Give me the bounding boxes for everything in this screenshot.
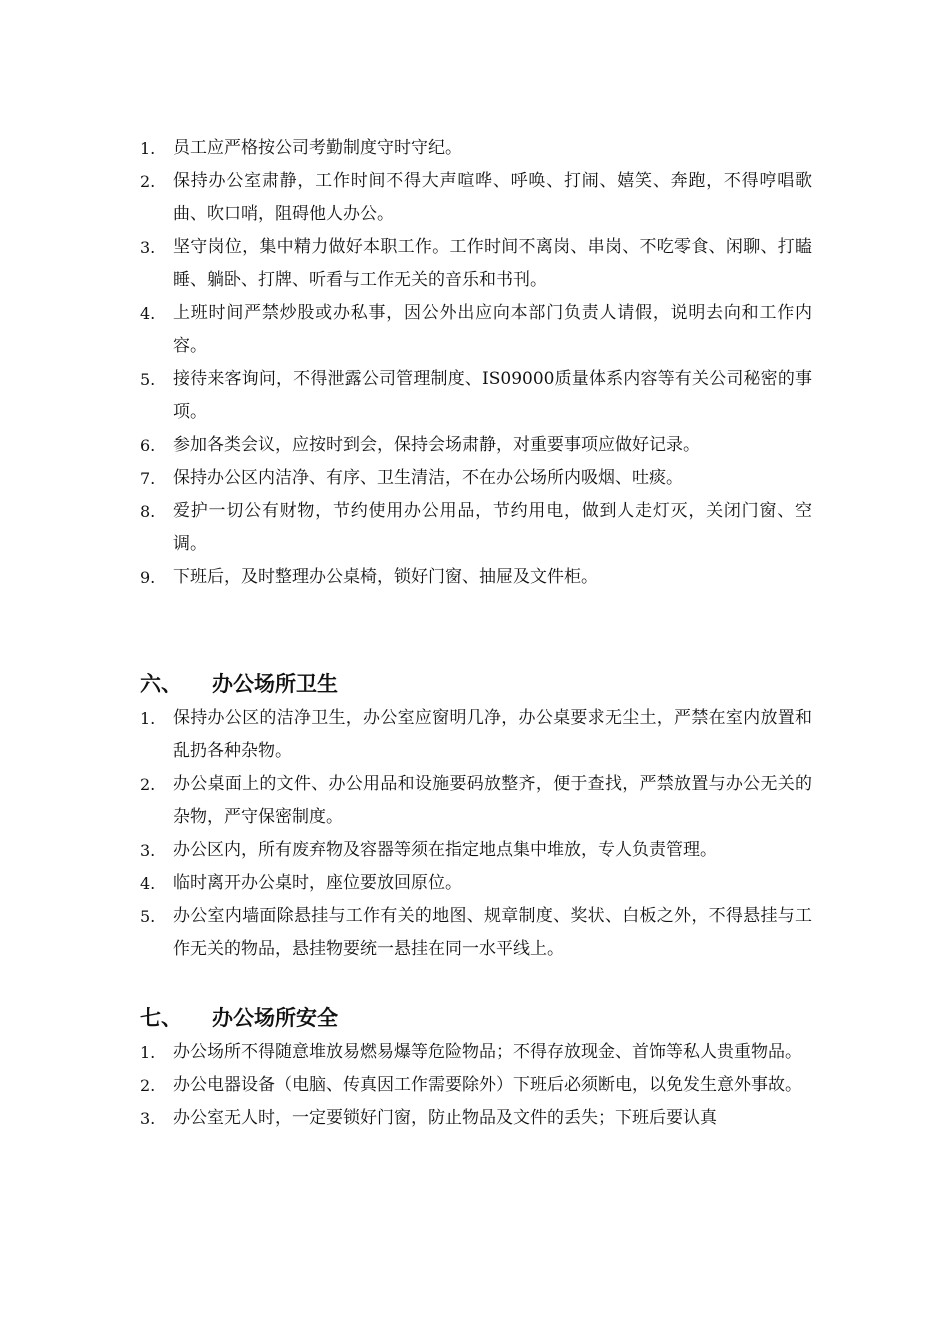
item-number: 1. [140, 1043, 156, 1062]
list-item [140, 462, 812, 495]
item-text: 办公区内，所有废弃物及容器等须在指定地点集中堆放，专人负责管理。 [173, 840, 717, 860]
item-text: 办公桌面上的文件、办公用品和设施要码放整齐，便于查找，严禁放置与办公无关的杂物，严守保密制度。 [173, 774, 812, 827]
list-item [140, 132, 812, 165]
list-item [140, 867, 812, 900]
list-item [140, 561, 812, 594]
list-item [140, 231, 812, 297]
item-number: 2. [140, 775, 156, 794]
item-text: 办公室无人时，一定要锁好门窗，防止物品及文件的丢失；下班后要认真 [173, 1108, 717, 1128]
item-number: 1. [140, 139, 156, 158]
item-number: 8. [140, 502, 156, 521]
list-item [140, 165, 812, 231]
item-text: 办公室内墙面除悬挂与工作有关的地图、规章制度、奖状、白板之外，不得悬挂与工作无关的物品，悬挂物要统一悬挂在同一水平线上。 [173, 906, 812, 959]
list-item [140, 363, 812, 429]
item-number: 3. [140, 841, 156, 860]
list-item [140, 1069, 812, 1102]
item-text: 临时离开办公桌时，座位要放回原位。 [173, 873, 462, 893]
section-number: 七、 [140, 1006, 182, 1030]
item-text: 办公场所不得随意堆放易燃易爆等危险物品；不得存放现金、首饰等私人贵重物品。 [173, 1042, 802, 1062]
list-item [140, 429, 812, 462]
item-text: 员工应严格按公司考勤制度守时守纪。 [173, 138, 462, 158]
section-title: 办公场所安全 [212, 1006, 338, 1030]
item-number: 9. [140, 568, 156, 587]
item-number: 5. [140, 370, 156, 389]
item-number: 6. [140, 436, 156, 455]
item-text: 接待来客询问，不得泄露公司管理制度、IS09000质量体系内容等有关公司秘密的事项。 [173, 369, 812, 422]
list-item [140, 495, 812, 561]
item-text: 上班时间严禁炒股或办私事，因公外出应向本部门负责人请假，说明去向和工作内容。 [173, 303, 812, 356]
item-text: 保持办公区的洁净卫生，办公室应窗明几净，办公桌要求无尘土，严禁在室内放置和乱扔各种杂物。 [173, 708, 812, 761]
office-hygiene-list [140, 702, 812, 966]
office-discipline-list [140, 132, 812, 594]
list-item [140, 768, 812, 834]
list-item [140, 900, 812, 966]
item-text: 爱护一切公有财物，节约使用办公用品，节约用电，做到人走灯灭，关闭门窗、空调。 [173, 501, 812, 554]
list-item [140, 1102, 812, 1135]
item-number: 4. [140, 304, 156, 323]
item-number: 3. [140, 1109, 156, 1128]
item-text: 坚守岗位，集中精力做好本职工作。工作时间不离岗、串岗、不吃零食、闲聊、打瞌睡、躺卧、打牌、听看与工作无关的音乐和书刊。 [173, 237, 812, 290]
list-item [140, 1036, 812, 1069]
section-heading-safety [140, 1000, 338, 1036]
list-item [140, 702, 812, 768]
section-title: 办公场所卫生 [212, 672, 338, 696]
item-text: 保持办公区内洁净、有序、卫生清洁，不在办公场所内吸烟、吐痰。 [173, 468, 683, 488]
item-text: 保持办公室肃静，工作时间不得大声喧哗、呼唤、打闹、嬉笑、奔跑，不得哼唱歌曲、吹口哨，阻碍他人办公。 [173, 171, 812, 224]
item-text: 参加各类会议，应按时到会，保持会场肃静，对重要事项应做好记录。 [173, 435, 700, 455]
item-number: 3. [140, 238, 156, 257]
list-item [140, 834, 812, 867]
item-number: 2. [140, 172, 156, 191]
section-heading-hygiene [140, 666, 338, 702]
item-number: 7. [140, 469, 156, 488]
item-number: 5. [140, 907, 156, 926]
section-number: 六、 [140, 672, 182, 696]
item-number: 1. [140, 709, 156, 728]
item-text: 下班后，及时整理办公桌椅，锁好门窗、抽屉及文件柜。 [173, 567, 598, 587]
office-safety-list [140, 1036, 812, 1135]
item-number: 4. [140, 874, 156, 893]
list-item [140, 297, 812, 363]
item-text: 办公电器设备（电脑、传真因工作需要除外）下班后必须断电，以免发生意外事故。 [173, 1075, 802, 1095]
item-number: 2. [140, 1076, 156, 1095]
